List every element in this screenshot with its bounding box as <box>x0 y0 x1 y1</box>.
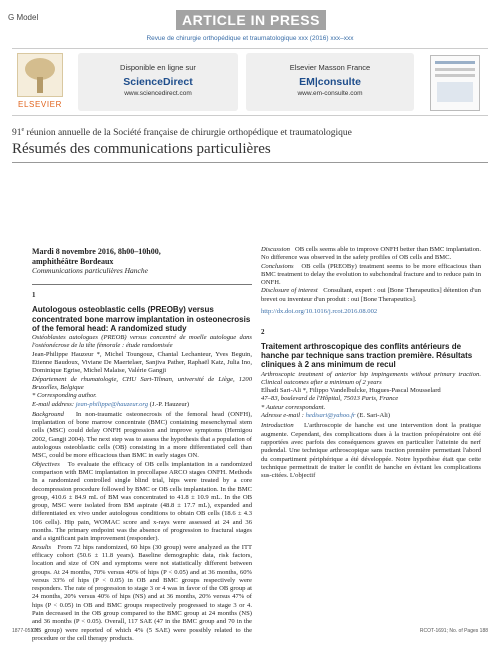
article-separator <box>32 284 252 285</box>
page-title: Résumés des communications particulières <box>12 141 271 157</box>
publisher-banner <box>12 48 488 116</box>
elsevier-wordmark: ELSEVIER <box>18 100 62 109</box>
article-affiliation: 47–83, boulevard de l'Hôpital, 75013 Paris, France <box>261 395 399 403</box>
emconsulte-head: Elsevier Masson France <box>289 63 371 72</box>
conclusions-paragraph: Conclusions OB cells (PREOBy) treatment seems to be more efficacious than BMC treatment to delay the evolution to subchondral fracture and to reduce pain in ONFH. <box>261 262 481 287</box>
left-column <box>32 284 252 643</box>
title-rule <box>12 162 488 163</box>
article-affiliation: Département de rhumatologie, CHU Sart-Tilman, université de Liège, 1200 Bruxelles, Belgique <box>32 375 252 391</box>
introduction-paragraph: Introduction L'arthroscopie de hanche est une intervention dont la pratique augmente. Cependant, des complications dues à la traction préopératoire ont été rapportées avec parfois des conséquences graves en particulier l'atteinte du nerf pudendal. Une technique arthroscopique sans traction première permettant l'abord du compartiment périphérique a été développée. Notre hypothèse était que cette technique permettrait de traiter le conflit de hanche en évitant les complications sus-citées. L'objectif <box>261 422 481 480</box>
elsevier-tree-icon <box>17 53 63 97</box>
article-title: Traitement arthroscopique des conflits antérieurs de hanche par technique sans traction première. Résultats cliniques à 2 ans minimum de recul <box>261 341 473 370</box>
discussion-paragraph: Discussion OB cells seems able to improve ONFH better than BMC implantation. No difference was observed in the safety profiles of OB cells and BMC. <box>261 246 481 262</box>
article-authors: Elhadi Sari-Ali *, Filippo Vandelbulcke, Hugues-Pascal Mousselard <box>261 387 441 395</box>
email-link[interactable]: hedisari@yahoo.fr <box>305 412 356 420</box>
elsevier-logo[interactable] <box>14 53 66 111</box>
article-number: 1 <box>32 291 36 299</box>
email-line: E-mail address: jean-philippe@hauzeur.org (J.-P. Hauzeur) <box>32 400 190 408</box>
sciencedirect-panel[interactable] <box>78 53 238 111</box>
congress-line: 91e réunion annuelle de la Société française de chirurgie orthopédique et traumatologique <box>12 127 352 139</box>
session-heading: Mardi 8 novembre 2016, 8h00–10h00, amphithéâtre Bordeaux <box>32 247 161 266</box>
journal-citation-link[interactable]: Revue de chirurgie orthopédique et traumatologique xxx (2016) xxx–xxx <box>146 35 354 42</box>
emconsulte-url[interactable]: www.em-consulte.com <box>297 90 363 97</box>
article-title-english: Arthroscopic treatment of anterior hip impingements without primary traction. Clinical outcomes after a minimum of 2 years <box>261 370 481 386</box>
article-number: 2 <box>261 328 265 337</box>
top-bar <box>8 10 492 30</box>
footer-issn: 1877-0517/ <box>12 628 38 634</box>
emconsulte-brand: EM|consulte <box>299 76 361 88</box>
doi-link[interactable]: http://dx.doi.org/10.1016/j.rcot.2016.08.002 <box>261 308 378 316</box>
corresponding-note: * Auteur correspondant. <box>261 403 326 411</box>
email-link[interactable]: jean-philippe@hauzeur.org <box>75 400 149 408</box>
gmodel-label: G Model <box>8 13 39 22</box>
article-title: Autologous osteoblastic cells (PREOBy) versus concentrated bone marrow implantation in osteonecrosis of the femoral head: A randomized study <box>32 305 251 333</box>
article-in-press-banner: ARTICLE IN PRESS <box>176 10 326 30</box>
article-authors: Jean-Philippe Hauzeur *, Michel Toungouz, Chantal Lechanteur, Yves Beguin, Etienne Baudoux, Viviane De Maertelaer, Sanjiva Pather, Raphaël Katz, Julia Ino, Dominique Egrise, Michel Malaise, Valérie Gangji <box>32 350 252 375</box>
corresponding-note: * Corresponding author. <box>32 392 97 400</box>
sciencedirect-url[interactable]: www.sciencedirect.com <box>124 90 192 97</box>
results-paragraph: Results From 72 hips randomized, 60 hips (30 group) were analyzed as the ITT efficacy cohort (50.6 ± 11.8 years). Baseline demographic data, risk factors, location and size of ON and symptoms were not statistically different between groups. At 24 months, 70% versus 40% of hips (P < 0.05) and at 36 months, 60% versus 33% of hips (P < 0.05) in OB and BMC groups respectively were responders. The rate of progression to stage 3 or 4 was in favor of the OB group at 24 months, 20% versus 40% of hips (NS) and at 36 months, 20% versus 47% of hips (P < 0.05) in OB and BMC groups respectively progressed to stage 3 or 4. Pain decreased in the OB group compared to the BMC group at 24 months (NS) and 36 months (P < 0.05). Overall, 117 SAE (47 in the BMC group and 70 in the OB group) were reported of which 4% (5 SAE) were possibly related to the procedure or the cell therapy products. <box>32 543 253 642</box>
article-title-french: Ostéoblastes autologues (PREOB) versus concentré de moelle autologue dans l'ostéonécrose de la tête fémorale : étude randomisée <box>32 334 252 350</box>
background-paragraph: Background In non-traumatic osteonecrosis of the femoral head (ONFH), implantation of bone marrow concentrate (BMC) containing mesenchymal stem cells (MSC) could delay ONFH progression and improve symptoms (Hernigou 2002, Gangji 2004). The next step was to assess the hypothesis that a population of autologous osteoblastic cells (OB) consisting in a more differentiated cell than MSC, could be more efficacious than BMC in early stages ON. <box>32 410 252 460</box>
email-line: Adresse e-mail : hedisari@yahoo.fr (E. Sari-Ali) <box>261 412 391 420</box>
journal-cover-thumbnail[interactable] <box>430 55 480 111</box>
disclosure-paragraph: Disclosure of interest Consultant, expert : oui [Bone Therapeutics] détention d'un brevet ou inventeur d'un produit : oui [Bone Therapeutics]. <box>261 287 481 303</box>
right-column <box>261 246 481 480</box>
objectives-paragraph: Objectives To evaluate the efficacy of OB cells implantation in a randomized comparison with BMC implantation in precollapse ARCO stages ONFH. Methods In a randomized controlled single blind trial, hips were treated by a core decompression procedure followed by BMC or OB cells implantation. In the BMC group, 410.6 ± 84.9 mL of BM was concentrated to 41.8 ± 10.9 mL. In the OB group, MSC were isolated from BM aspirate (48.8 ± 17.7 mL), expanded and differentiated ex vivo under autologous conditions to obtain OB cells (18.6 ± 4.3 106 cells). Hip pain, WOMAC score and x-rays were assessed at 24 and 36 months. The primary endpoint was the absence of progression to fractural stages and a significant pain improvement (responder). <box>32 460 252 543</box>
emconsulte-panel[interactable] <box>246 53 414 111</box>
footer-page-info: RCOT-1691; No. of Pages 188 <box>419 628 488 634</box>
session-subtitle: Communications particulières Hanche <box>32 266 148 275</box>
sciencedirect-head: Disponible en ligne sur <box>120 63 196 72</box>
sciencedirect-brand: ScienceDirect <box>123 76 193 88</box>
